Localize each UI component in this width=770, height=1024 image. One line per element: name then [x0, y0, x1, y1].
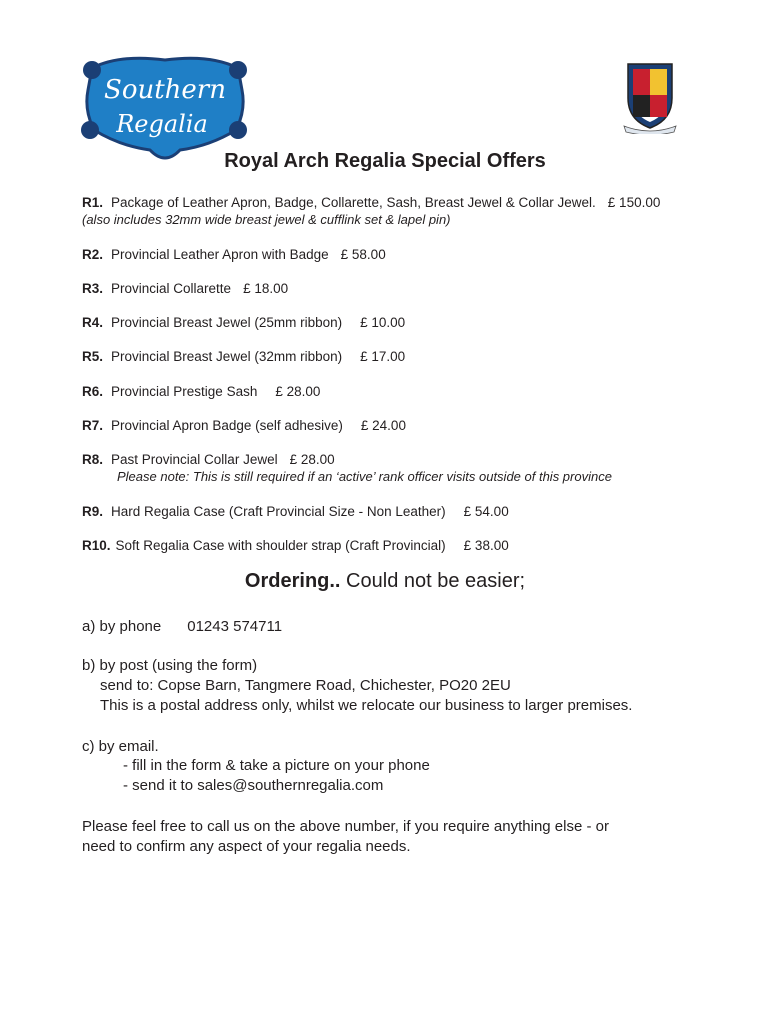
item-desc: Provincial Apron Badge (self adhesive) [111, 418, 343, 433]
item-price: £ 54.00 [463, 504, 509, 519]
item-price: £ 18.00 [243, 281, 289, 296]
offer-item-r8 [82, 452, 335, 467]
item-code: R9. [82, 504, 104, 519]
item-desc: Hard Regalia Case (Craft Provincial Size - Non Leather) [111, 504, 446, 519]
item-note: (also includes 32mm wide breast jewel & cufflink set & lapel pin) [82, 212, 451, 227]
logo-line1: Southern [104, 75, 226, 105]
item-price: £ 28.00 [275, 384, 321, 399]
email-step1: - fill in the form & take a picture on your phone [123, 757, 430, 774]
item-price: £ 58.00 [340, 247, 386, 262]
item-code: R3. [82, 281, 104, 296]
post-label: b) by post (using the form) [82, 657, 258, 674]
item-code: R8. [82, 452, 104, 467]
item-price: £ 10.00 [360, 315, 406, 330]
item-code: R4. [82, 315, 104, 330]
offer-item-r4 [82, 315, 405, 330]
email-step2: - send it to sales@southernregalia.com [123, 777, 384, 794]
offer-item-r10 [82, 538, 509, 553]
item-price: £ 38.00 [463, 538, 509, 553]
item-code: R10. [82, 538, 111, 553]
item-price: £ 150.00 [607, 195, 661, 210]
ordering-rest: Could not be easier; [340, 570, 526, 592]
closing-line1: Please feel free to call us on the above number, if you require anything else - or [82, 818, 609, 835]
item-desc: Past Provincial Collar Jewel [111, 452, 278, 467]
offer-item-r9 [82, 504, 509, 519]
post-address: send to: Copse Barn, Tangmere Road, Chichester, PO20 2EU [100, 677, 511, 694]
phone-line [82, 618, 282, 635]
email-label: c) by email. [82, 738, 159, 755]
page-title: Royal Arch Regalia Special Offers [224, 150, 546, 172]
item-desc: Provincial Breast Jewel (25mm ribbon) [111, 315, 343, 330]
item-desc: Provincial Leather Apron with Badge [111, 247, 329, 262]
phone-number: 01243 574711 [187, 618, 283, 635]
item-desc: Provincial Collarette [111, 281, 232, 296]
ordering-bold: Ordering.. [244, 570, 341, 592]
offer-item-r2 [82, 247, 386, 262]
offer-item-r7 [82, 418, 406, 433]
offer-item-r5 [82, 349, 405, 364]
phone-label: a) by phone [82, 618, 162, 635]
item-code: R1. [82, 195, 104, 210]
item-desc: Package of Leather Apron, Badge, Collarette, Sash, Breast Jewel & Collar Jewel. [111, 195, 596, 210]
item-desc: Provincial Prestige Sash [111, 384, 258, 399]
item-code: R5. [82, 349, 104, 364]
item-price: £ 17.00 [360, 349, 406, 364]
item-desc: Provincial Breast Jewel (32mm ribbon) [111, 349, 343, 364]
closing-line2: need to confirm any aspect of your regalia needs. [82, 838, 411, 855]
post-note: This is a postal address only, whilst we relocate our business to larger premises. [100, 697, 633, 714]
item-code: R6. [82, 384, 104, 399]
item-price: £ 28.00 [289, 452, 335, 467]
provincial-crest-icon [620, 58, 680, 134]
logo-line2: Regalia [116, 110, 208, 138]
offer-item-r6 [82, 384, 320, 399]
ordering-heading [0, 570, 770, 593]
item-code: R7. [82, 418, 104, 433]
item-note: Please note: This is still required if an ‘active’ rank officer visits outside of this province [117, 469, 612, 484]
offer-item-r3 [82, 281, 288, 296]
item-price: £ 24.00 [360, 418, 406, 433]
item-desc: Soft Regalia Case with shoulder strap (Craft Provincial) [115, 538, 446, 553]
item-code: R2. [82, 247, 104, 262]
offer-item-r1 [82, 195, 660, 210]
